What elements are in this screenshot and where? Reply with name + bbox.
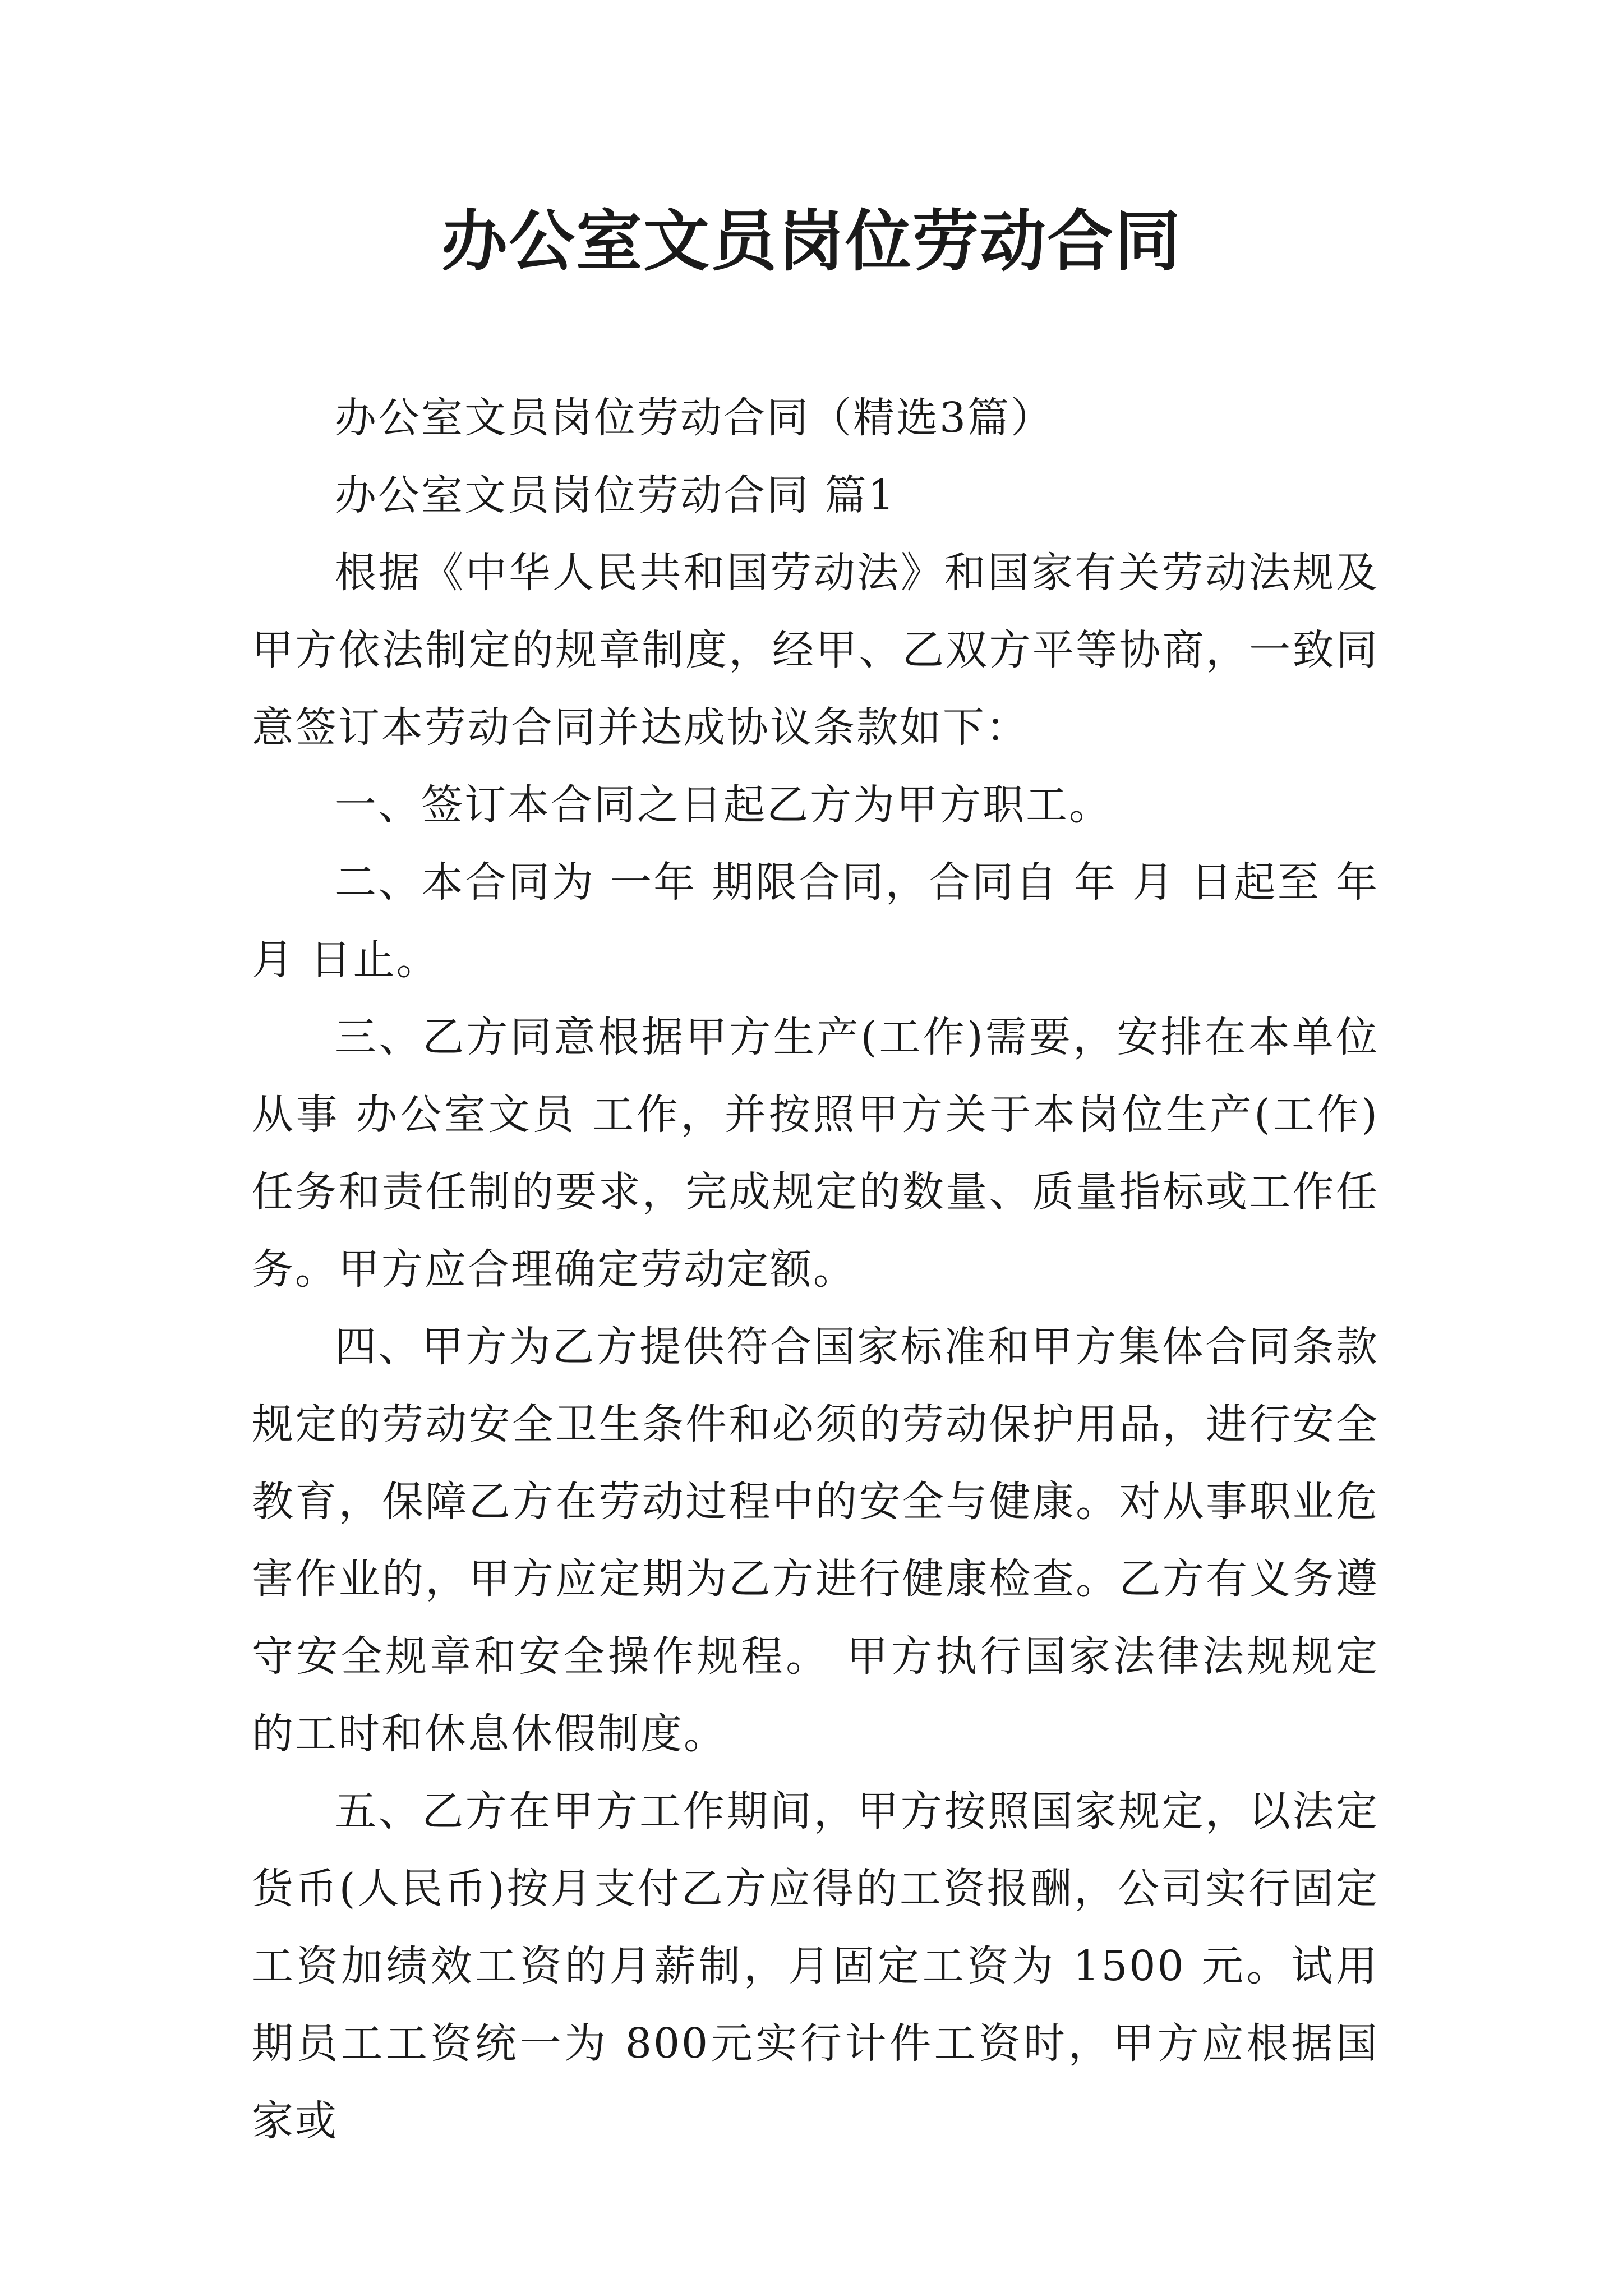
paragraph-clause-5: 五、乙方在甲方工作期间，甲方按照国家规定，以法定货币(人民币)按月支付乙方应得的工资报酬，公司实行固定工资加绩效工资的月薪制，月固定工资为 1500 元。试用期员工工资统一为 800元实行计件工资时，甲方应根据国家或 bbox=[252, 1787, 1379, 2145]
document-body bbox=[252, 379, 1379, 2160]
paragraph-preamble: 根据《中华人民共和国劳动法》和国家有关劳动法规及甲方依法制定的规章制度，经甲、乙双方平等协商，一致同意签订本劳动合同并达成协议条款如下： bbox=[252, 549, 1379, 752]
paragraph-clause-3: 三、乙方同意根据甲方生产(工作)需要，安排在本单位从事 办公室文员 工作，并按照甲方关于本岗位生产(工作)任务和责任制的要求，完成规定的数量、质量指标或工作任务。甲方应合理确定劳动定额。 bbox=[252, 1013, 1379, 1294]
document-title: 办公室文员岗位劳动合同 bbox=[441, 203, 1182, 280]
paragraph-clause-1: 一、签订本合同之日起乙方为甲方职工。 bbox=[335, 781, 1112, 829]
paragraph-clause-2: 二、本合同为 一年 期限合同，合同自 年 月 日起至 年 月 日止。 bbox=[252, 858, 1379, 984]
paragraph-collection-title: 办公室文员岗位劳动合同（精选3篇） bbox=[335, 394, 1054, 442]
paragraph-clause-4: 四、甲方为乙方提供符合国家标准和甲方集体合同条款规定的劳动安全卫生条件和必须的劳动保护用品，进行安全教育，保障乙方在劳动过程中的安全与健康。对从事职业危害作业的，甲方应定期为乙方进行健康检查。乙方有义务遵守安全规章和安全操作规程。 甲方执行国家法律法规规定的工时和休息休假制度。 bbox=[252, 1323, 1379, 1758]
paragraph-section-heading: 办公室文员岗位劳动合同 篇1 bbox=[335, 471, 896, 519]
